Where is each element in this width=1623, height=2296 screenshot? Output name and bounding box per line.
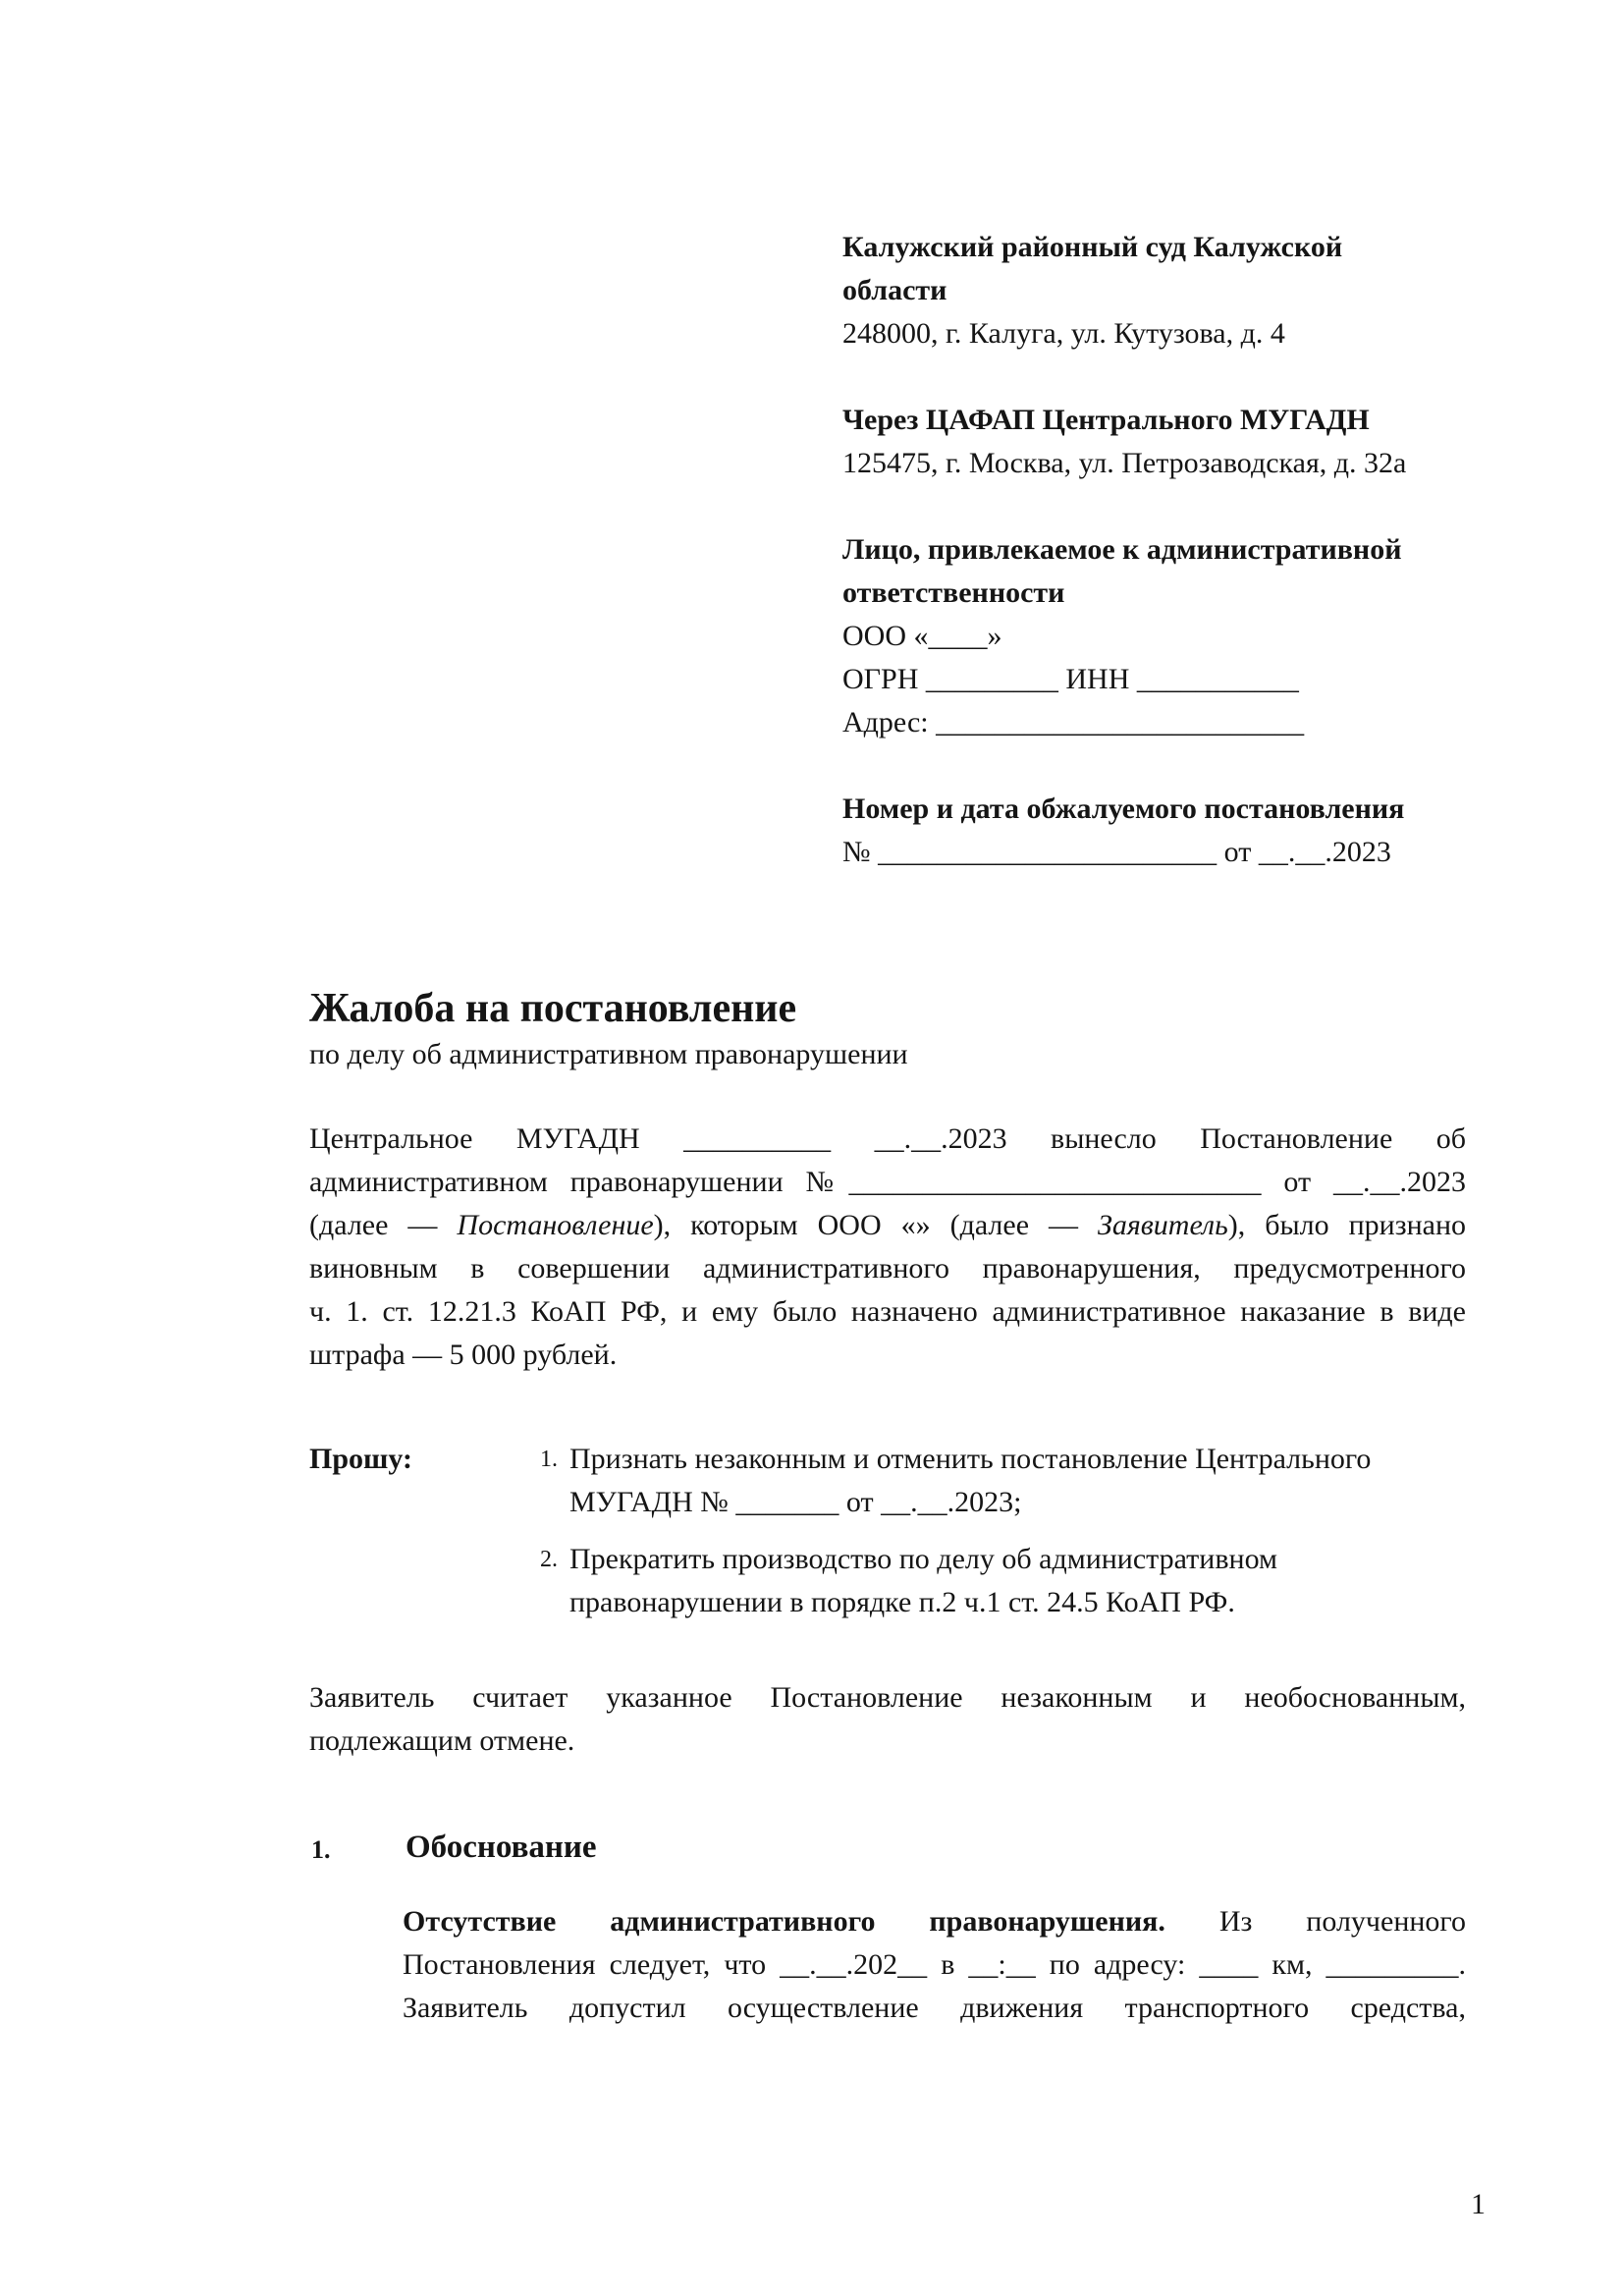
request-item-1-line2: МУГАДН № _______ от __.__.2023; (569, 1486, 1022, 1518)
argument-line3: Заявитель допустил осуществление движения транспортного средства, (403, 1992, 1466, 2024)
request-item-2 (540, 1538, 1466, 1624)
request-block (309, 1438, 1466, 1624)
request-item-2-line1: Прекратить производство по делу об административном (569, 1543, 1277, 1575)
argument-line1-bold: Отсутствие административного правонарушения. (403, 1905, 1165, 1938)
person-ogrn-inn: ОГРН _________ ИНН ___________ (842, 663, 1299, 695)
address-block (842, 0, 1466, 874)
intro-line3-italic1: Постановление (457, 1209, 654, 1241)
document-content (309, 0, 1466, 2030)
spacer (842, 355, 1466, 399)
request-item-1-line1: Признать незаконным и отменить постановление Центрального (569, 1443, 1372, 1475)
intro-line3-c: ), которым ООО «» (далее — (653, 1209, 1098, 1241)
intro-line4: виновным в совершении административного правонарушения, предусмотренного (309, 1252, 1466, 1285)
person-label-line2: ответственности (842, 576, 1065, 609)
intro-line6: штрафа — 5 000 рублей. (309, 1339, 618, 1371)
spacer (842, 744, 1466, 788)
request-label: Прошу: (309, 1443, 412, 1475)
request-item-1 (540, 1438, 1466, 1524)
court-name-line1: Калужский районный суд Калужской (842, 231, 1343, 263)
section-title: Обоснование (406, 1830, 597, 1865)
page-number: 1 (1471, 2188, 1486, 2220)
court-name-line2: области (842, 274, 947, 306)
decree-label: Номер и дата обжалуемого постановления (842, 793, 1405, 825)
argument-line1 (403, 1900, 1466, 1943)
via-agency-line: Через ЦАФАП Центрального МУГАДН (842, 404, 1370, 436)
court-address: 248000, г. Калуга, ул. Кутузова, д. 4 (842, 317, 1285, 350)
person-label-line1: Лицо, привлекаемое к административной (842, 533, 1402, 566)
intro-line3-a: (далее — (309, 1209, 458, 1241)
intro-line1: Центральное МУГАДН __________ __.__.2023 вынесло Постановление об (309, 1122, 1466, 1155)
intro-line2: административном правонарушении №____________________________ от __.__.2023 (309, 1166, 1466, 1198)
request-item-2-number: 2. (540, 1547, 558, 1572)
argument-paragraph (403, 1900, 1466, 2030)
title-block (309, 984, 1466, 1076)
section-heading (309, 1824, 1466, 1871)
spacer (842, 485, 1466, 528)
document-subtitle: по делу об административном правонарушении (309, 1038, 908, 1070)
statement-paragraph (309, 1676, 1466, 1763)
request-item-1-number: 1. (540, 1447, 558, 1472)
statement-line1: Заявитель считает указанное Постановление незаконным и необоснованным, (309, 1681, 1466, 1714)
argument-line1-rest: Из полученного (1164, 1905, 1466, 1938)
intro-line5: ч. 1. ст. 12.21.3 КоАП РФ, и ему было назначено административное наказание в виде (309, 1295, 1466, 1328)
argument-line2: Постановления следует, что __.__.202__ в __:__ по адресу: ____ км, _________. (403, 1948, 1466, 1981)
intro-line3-e: ), было признано (1227, 1209, 1467, 1241)
person-address: Адрес: _________________________ (842, 706, 1305, 738)
intro-line3-italic2: Заявитель (1097, 1209, 1228, 1241)
intro-line3 (309, 1204, 1466, 1247)
document-title: Жалоба на постановление (309, 986, 797, 1031)
decree-number-date: № _______________________ от __.__.2023 (842, 836, 1391, 868)
person-company: ООО «____» (842, 620, 1002, 652)
section-number: 1. (311, 1835, 331, 1864)
intro-paragraph (309, 1118, 1466, 1377)
request-item-2-line2: правонарушении в порядке п.2 ч.1 ст. 24.5 КоАП РФ. (569, 1586, 1235, 1618)
statement-line2: подлежащим отмене. (309, 1724, 575, 1757)
via-agency-address: 125475, г. Москва, ул. Петрозаводская, д. 32а (842, 447, 1407, 479)
